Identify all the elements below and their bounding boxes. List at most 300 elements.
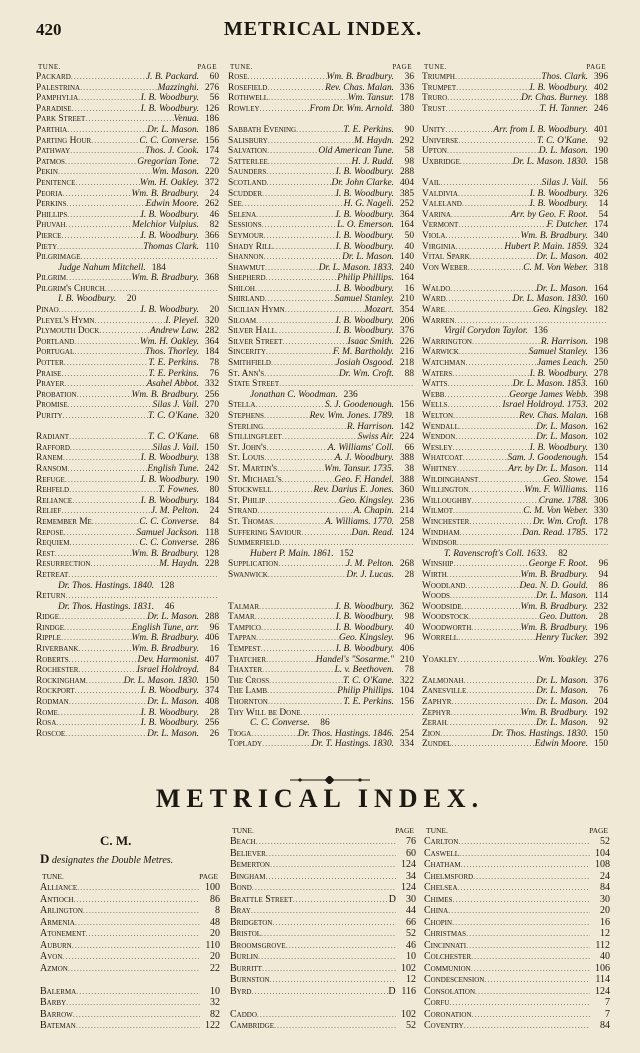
tune-name: Worrell <box>422 633 459 644</box>
page-ref: 218 <box>399 358 414 369</box>
leader-dots <box>262 665 334 676</box>
leader-dots <box>261 644 336 655</box>
tune-name: Trumpet <box>422 82 457 93</box>
page-ref: 46 <box>209 209 219 220</box>
leader-dots <box>64 528 137 539</box>
index-entry <box>228 93 414 104</box>
tune-name: Radiant <box>36 432 70 443</box>
index-entry <box>228 422 414 433</box>
composer: Rev. Wm. Jones. 1789. <box>309 411 394 421</box>
composer: T. C. O'Kane. <box>147 411 199 421</box>
index-entry <box>422 612 608 623</box>
composer: Dr. L. Mason. <box>536 697 588 708</box>
cm-entry <box>424 963 610 975</box>
leader-dots <box>67 125 147 136</box>
page-ref: 86 <box>320 718 330 729</box>
leader-dots <box>268 157 352 168</box>
index-entry <box>422 252 608 263</box>
page-ref: 156 <box>204 135 219 146</box>
tune-name: Rochester <box>36 665 79 676</box>
composer: T. E. Perkins. <box>343 697 394 708</box>
composer: Israel Holdroyd. 1753. <box>502 400 588 411</box>
leader-dots <box>273 517 325 528</box>
tune-name: Wesley <box>422 442 453 453</box>
page-ref: 262 <box>204 199 219 210</box>
leader-dots <box>265 871 396 883</box>
tune-name: Caddo <box>230 1008 257 1020</box>
index-entry <box>36 199 219 210</box>
cm-entry <box>424 928 610 940</box>
index-entry <box>36 242 219 253</box>
leader-dots <box>62 951 200 963</box>
page-ref: 154 <box>593 474 608 485</box>
tune-name: Auburn <box>40 939 72 951</box>
leader-dots <box>70 443 153 454</box>
page-ref: 406 <box>204 633 219 644</box>
composer: T. E. Perkins. <box>343 124 394 135</box>
index-entry <box>228 316 414 327</box>
index-entry <box>228 506 414 517</box>
leader-dots <box>267 686 337 697</box>
leader-dots <box>78 665 136 676</box>
page-ref: 30 <box>406 893 416 905</box>
composer: I. B. Woodbury. <box>335 167 394 178</box>
page-ref: 66 <box>404 442 414 453</box>
composer: I. B. Woodbury. <box>529 199 588 210</box>
leader-dots <box>74 894 200 906</box>
composer: Wm. B. Bradbury. <box>520 707 588 718</box>
cm-entry <box>230 986 416 998</box>
page-ref: 48 <box>210 916 220 928</box>
page-ref: 288 <box>204 612 219 623</box>
cm-column-3 <box>424 826 610 1032</box>
tune-name: Chimes <box>424 893 453 905</box>
leader-dots <box>286 940 396 952</box>
composer: Wm. Tansur. <box>347 93 394 104</box>
page-ref: 30 <box>600 893 610 905</box>
composer: C. M. Von Weber. <box>523 506 588 517</box>
composer: F. M. Bartholdy. <box>332 347 394 358</box>
tune-name: Rest <box>36 548 55 559</box>
index-entry <box>36 273 219 284</box>
leader-dots <box>66 273 131 284</box>
page-ref: 174 <box>593 220 608 231</box>
tune-name: Pleyel's Hymn <box>36 315 95 326</box>
index-entry <box>228 167 414 178</box>
page-ref: 164 <box>399 220 414 231</box>
tune-name: Pamphylia <box>36 93 79 104</box>
page-ref: 150 <box>593 739 608 750</box>
cm-entry <box>230 859 416 871</box>
tune-name: St. Martin's <box>228 463 278 474</box>
index-entry <box>422 369 608 380</box>
leader-dots <box>301 528 351 539</box>
composer: Dr. Thos. Hastings. 1830. <box>491 728 588 739</box>
tune-name: Welton <box>422 411 454 421</box>
index-entry <box>422 104 608 115</box>
leader-dots <box>282 432 358 443</box>
composer: I. B. Woodbury. <box>58 294 117 305</box>
composer: F. Dutcher. <box>546 220 588 231</box>
tune-name: Piety <box>36 241 58 252</box>
page-ref: 236 <box>343 389 358 400</box>
page-ref: 58 <box>404 146 414 157</box>
tune-name: Purity <box>36 411 63 421</box>
page-ref: 322 <box>399 675 414 686</box>
cm-entry <box>230 963 416 975</box>
page-ref: 188 <box>593 93 608 104</box>
composer: T. Ravenscroft's Coll. 1633. <box>444 548 548 559</box>
cm-entry <box>424 848 610 860</box>
tune-name: Woodside <box>422 601 462 612</box>
leader-dots <box>301 708 414 719</box>
leader-dots <box>274 1020 396 1032</box>
composer: I. B. Woodbury. <box>140 474 199 485</box>
index-continuation <box>36 602 219 613</box>
tune-name: Refuge <box>36 474 65 485</box>
page-ref: 136 <box>593 347 608 358</box>
composer: Swiss Air. <box>357 432 394 443</box>
page-ref: 178 <box>399 93 414 104</box>
tune-name: Virginia <box>422 241 456 252</box>
page-ref: 364 <box>399 209 414 220</box>
tune-name: Condescension <box>424 974 485 985</box>
page-ref: 190 <box>593 146 608 157</box>
leader-dots <box>77 882 200 894</box>
page-ref: 192 <box>593 707 608 718</box>
index-entry <box>228 411 414 422</box>
index-entry <box>36 114 219 125</box>
page-ref: 96 <box>598 559 608 570</box>
index-entry <box>228 210 414 221</box>
leader-dots <box>68 570 219 581</box>
composer: Geo. Dutton. <box>539 612 588 623</box>
composer: L. v. Beethoven. <box>334 665 394 676</box>
tune-name: Phillips <box>36 209 68 220</box>
tune-name: Tampico <box>228 622 261 633</box>
cm-entry <box>40 905 220 917</box>
leader-dots <box>458 189 530 200</box>
leader-dots <box>99 326 150 337</box>
page-ref: 36 <box>404 72 414 82</box>
spacer <box>422 167 608 178</box>
cm-entry <box>424 871 610 883</box>
index-entry <box>36 559 219 570</box>
composer: Dr. L. Mason. 1830. <box>512 294 588 305</box>
composer: Arr. by Geo. F. Root. <box>510 209 588 220</box>
composer: Thomas Clark. <box>143 241 199 252</box>
composer: Samuel Jackson. <box>136 527 199 538</box>
page-ref: 376 <box>399 326 414 337</box>
page-ref: 162 <box>593 421 608 432</box>
tune-name: Suffering Saviour <box>228 527 302 538</box>
composer: I. B. Woodbury. <box>335 230 394 241</box>
tune-name: Chelmsford <box>424 870 474 882</box>
index-entry <box>422 93 608 104</box>
leader-dots <box>455 316 608 327</box>
index-entry <box>36 305 219 316</box>
composer: C. C. Converse. <box>250 718 310 729</box>
page-ref: 34 <box>406 870 416 882</box>
index-entry <box>36 347 219 358</box>
leader-dots <box>61 369 148 380</box>
leader-dots <box>69 538 139 549</box>
tune-name: Pierce <box>36 230 62 241</box>
tune-name: Varina <box>422 209 451 220</box>
composer: Wm. B. Bradbury. <box>131 273 199 284</box>
page-ref: 158 <box>593 156 608 167</box>
page-ref: 7 <box>605 1008 610 1020</box>
spacer <box>422 114 608 125</box>
leader-dots <box>78 644 131 655</box>
composer: Edwin Moore. <box>145 199 199 210</box>
page-ref: 184 <box>151 262 166 273</box>
leader-dots <box>266 347 333 358</box>
tune-name: Willington <box>422 485 469 496</box>
index-entry <box>422 432 608 443</box>
composer: Dr. L. Mason. 1830. <box>123 675 199 686</box>
composer: Venua. <box>173 114 199 125</box>
composer: Philip Phillips. <box>337 686 394 697</box>
page-ref: 86 <box>210 893 220 905</box>
tune-name: Rose <box>228 72 248 82</box>
leader-dots <box>457 538 608 549</box>
leader-dots <box>273 242 336 253</box>
index-entry <box>228 400 414 411</box>
page-ref: 78 <box>404 665 414 676</box>
leader-dots <box>65 157 137 168</box>
leader-dots <box>86 928 200 940</box>
page-ref: 388 <box>399 474 414 485</box>
tune-name: Colchester <box>424 951 472 962</box>
index-entry <box>422 686 608 697</box>
tune-name: Unity <box>422 124 446 135</box>
tune-name: Roscoe <box>36 728 66 739</box>
leader-dots <box>452 369 530 380</box>
page-ref: 130 <box>593 442 608 453</box>
composer: Dr. L. Mason. 1833. <box>318 262 394 273</box>
page-ref: 122 <box>205 1020 220 1031</box>
tune-name: Wildinghanst <box>422 474 479 485</box>
cm-entry <box>230 940 416 952</box>
tune-name: Parting Hour <box>36 135 92 146</box>
tune-name: State Street <box>228 379 280 390</box>
tune-name: Whatcoat <box>422 453 463 464</box>
index-entry <box>228 602 414 613</box>
tune-name: Promise <box>36 400 68 411</box>
index-entry <box>36 453 219 464</box>
leader-dots <box>256 210 336 221</box>
tune-name: Stockwell <box>228 485 272 496</box>
tune-name: Zion <box>422 728 441 739</box>
leader-dots <box>449 997 590 1009</box>
index-entry <box>36 665 219 676</box>
composer: I. B. Woodbury. <box>335 601 394 612</box>
tune-name: Vital Spark <box>422 252 470 263</box>
tune-name: Rockingham <box>36 675 86 686</box>
page-ref: 28 <box>209 707 219 718</box>
page-ref: 406 <box>399 644 414 655</box>
page-ref: 40 <box>600 951 610 962</box>
composer: Old American Tune. <box>318 146 394 157</box>
cm-entry <box>230 894 416 906</box>
leader-dots <box>464 1020 590 1032</box>
tune-name: Stella <box>228 400 256 411</box>
page-ref: 306 <box>593 495 608 506</box>
page-ref: 224 <box>399 432 414 443</box>
composer: Geo. Kingsley. <box>533 305 588 316</box>
leader-dots <box>66 220 132 231</box>
cm-entry <box>40 986 220 998</box>
page-ref: 20 <box>126 294 137 305</box>
page-ref: 388 <box>399 453 414 464</box>
composer: Mozart. <box>364 305 394 316</box>
index-entry <box>422 157 608 168</box>
leader-dots <box>453 559 528 570</box>
index-entry <box>36 369 219 380</box>
page-ref: 110 <box>205 939 220 951</box>
index-entry <box>422 337 608 348</box>
page-ref: 164 <box>399 273 414 284</box>
index-entry <box>422 400 608 411</box>
index-entry <box>36 379 219 390</box>
leader-dots <box>445 305 533 316</box>
leader-dots <box>279 379 414 390</box>
leader-dots <box>271 358 336 369</box>
composer: Wm. B. Bradbury. <box>131 548 199 559</box>
leader-dots <box>440 178 541 189</box>
index-entry <box>228 231 414 242</box>
composer: Dr. Wm. Croft. <box>338 368 394 379</box>
page-ref: 20 <box>210 951 220 962</box>
leader-dots <box>59 305 141 316</box>
tune-name: Cincinnati <box>424 939 467 951</box>
leader-dots <box>261 928 396 940</box>
page-header <box>36 18 610 44</box>
leader-dots <box>75 917 200 929</box>
cm-entry <box>424 974 610 986</box>
tune-name: Rindge <box>36 622 65 633</box>
tune-name: St. Ann's <box>228 368 265 379</box>
column-header <box>228 63 414 72</box>
tune-name: Thaxter <box>228 665 263 676</box>
composer: Arr. from I. B. Woodbury. <box>493 124 588 135</box>
spacer <box>36 422 219 433</box>
tune-name: Armenia <box>40 916 75 928</box>
tune-name: Bemerton <box>230 859 270 870</box>
note-letter: D <box>40 851 50 866</box>
tune-name: Chatham <box>424 859 461 870</box>
leader-dots <box>264 231 336 242</box>
leader-dots <box>462 602 521 613</box>
page-ref: 204 <box>593 697 608 708</box>
tune-name: Yoakley <box>422 654 458 665</box>
tune-name: Resurrection <box>36 559 91 570</box>
tune-name: Parthia <box>36 124 68 135</box>
leader-dots <box>266 273 338 284</box>
composer: Dea. N. D. Gould. <box>519 580 588 591</box>
cm-column-1 <box>40 872 220 1032</box>
leader-dots <box>265 263 319 274</box>
leader-dots <box>268 93 348 104</box>
composer: I. B. Woodbury. <box>140 93 199 104</box>
tune-name: Triumph <box>422 72 455 82</box>
index-entry <box>228 697 414 708</box>
composer: I. B. Woodbury. <box>140 103 199 114</box>
leader-dots <box>257 506 353 517</box>
index-entry <box>228 612 414 623</box>
index-entry <box>228 739 414 750</box>
leader-dots <box>282 475 335 486</box>
composer: Silas J. Vail. <box>152 442 199 453</box>
tune-name: Coventry <box>424 1020 464 1031</box>
tune-name: Byrd <box>230 985 252 997</box>
leader-dots <box>259 602 336 613</box>
tune-name: Windsor <box>422 538 457 549</box>
tune-name: Shiloh <box>228 283 255 294</box>
cm-entry <box>40 997 220 1009</box>
leader-dots <box>64 623 132 634</box>
tune-name: Wilmot <box>422 506 454 517</box>
index-entry <box>422 189 608 200</box>
leader-dots <box>74 347 145 358</box>
cm-entry <box>424 882 610 894</box>
index-entry <box>422 347 608 358</box>
leader-dots <box>466 928 590 940</box>
page-ref: 12 <box>600 928 610 939</box>
composer: Geo. Kingsley. <box>339 495 394 506</box>
index-entry <box>422 655 608 666</box>
tune-name: Valeland <box>422 199 462 210</box>
page-ref: 186 <box>204 114 219 125</box>
composer: Wm. B. Bradbury. <box>520 601 588 612</box>
leader-dots <box>471 623 520 634</box>
tune-name: Peoria <box>36 188 63 199</box>
index-continuation <box>36 263 219 274</box>
leader-dots <box>448 905 590 917</box>
composer: C. C. Converse. <box>139 135 199 146</box>
leader-dots <box>69 485 158 496</box>
index-entry <box>422 411 608 422</box>
tune-header: TUNE. <box>424 63 447 71</box>
page-title: METRICAL INDEX. <box>223 18 423 40</box>
index-entry <box>422 178 608 189</box>
page-ref: 256 <box>204 718 219 729</box>
tune-name: Ransom <box>36 463 68 474</box>
index-entry <box>422 633 608 644</box>
composer: I. B. Woodbury. <box>529 442 588 453</box>
tune-name: Sterling <box>228 421 264 432</box>
tune-name: Zaphyr <box>422 697 452 708</box>
tune-name: Portugal <box>36 347 75 358</box>
tune-name: Probation <box>36 389 77 400</box>
leader-dots <box>81 252 220 263</box>
page-ref: 84 <box>600 882 610 893</box>
page-ref: 164 <box>593 283 608 294</box>
tune-name: Pathway <box>36 146 71 157</box>
leader-dots <box>251 729 298 740</box>
leader-dots <box>256 633 339 644</box>
page-ref: 140 <box>399 252 414 263</box>
index-entry <box>36 432 219 443</box>
page-ref: 116 <box>594 485 608 496</box>
composer: Wm. B. Bradbury. <box>520 569 588 580</box>
composer: I. B. Woodbury. <box>140 718 199 729</box>
tune-name: Stephens <box>228 411 264 421</box>
page-ref: 320 <box>204 315 219 326</box>
tune-name: Believer <box>230 847 266 859</box>
index-entry <box>228 220 414 231</box>
